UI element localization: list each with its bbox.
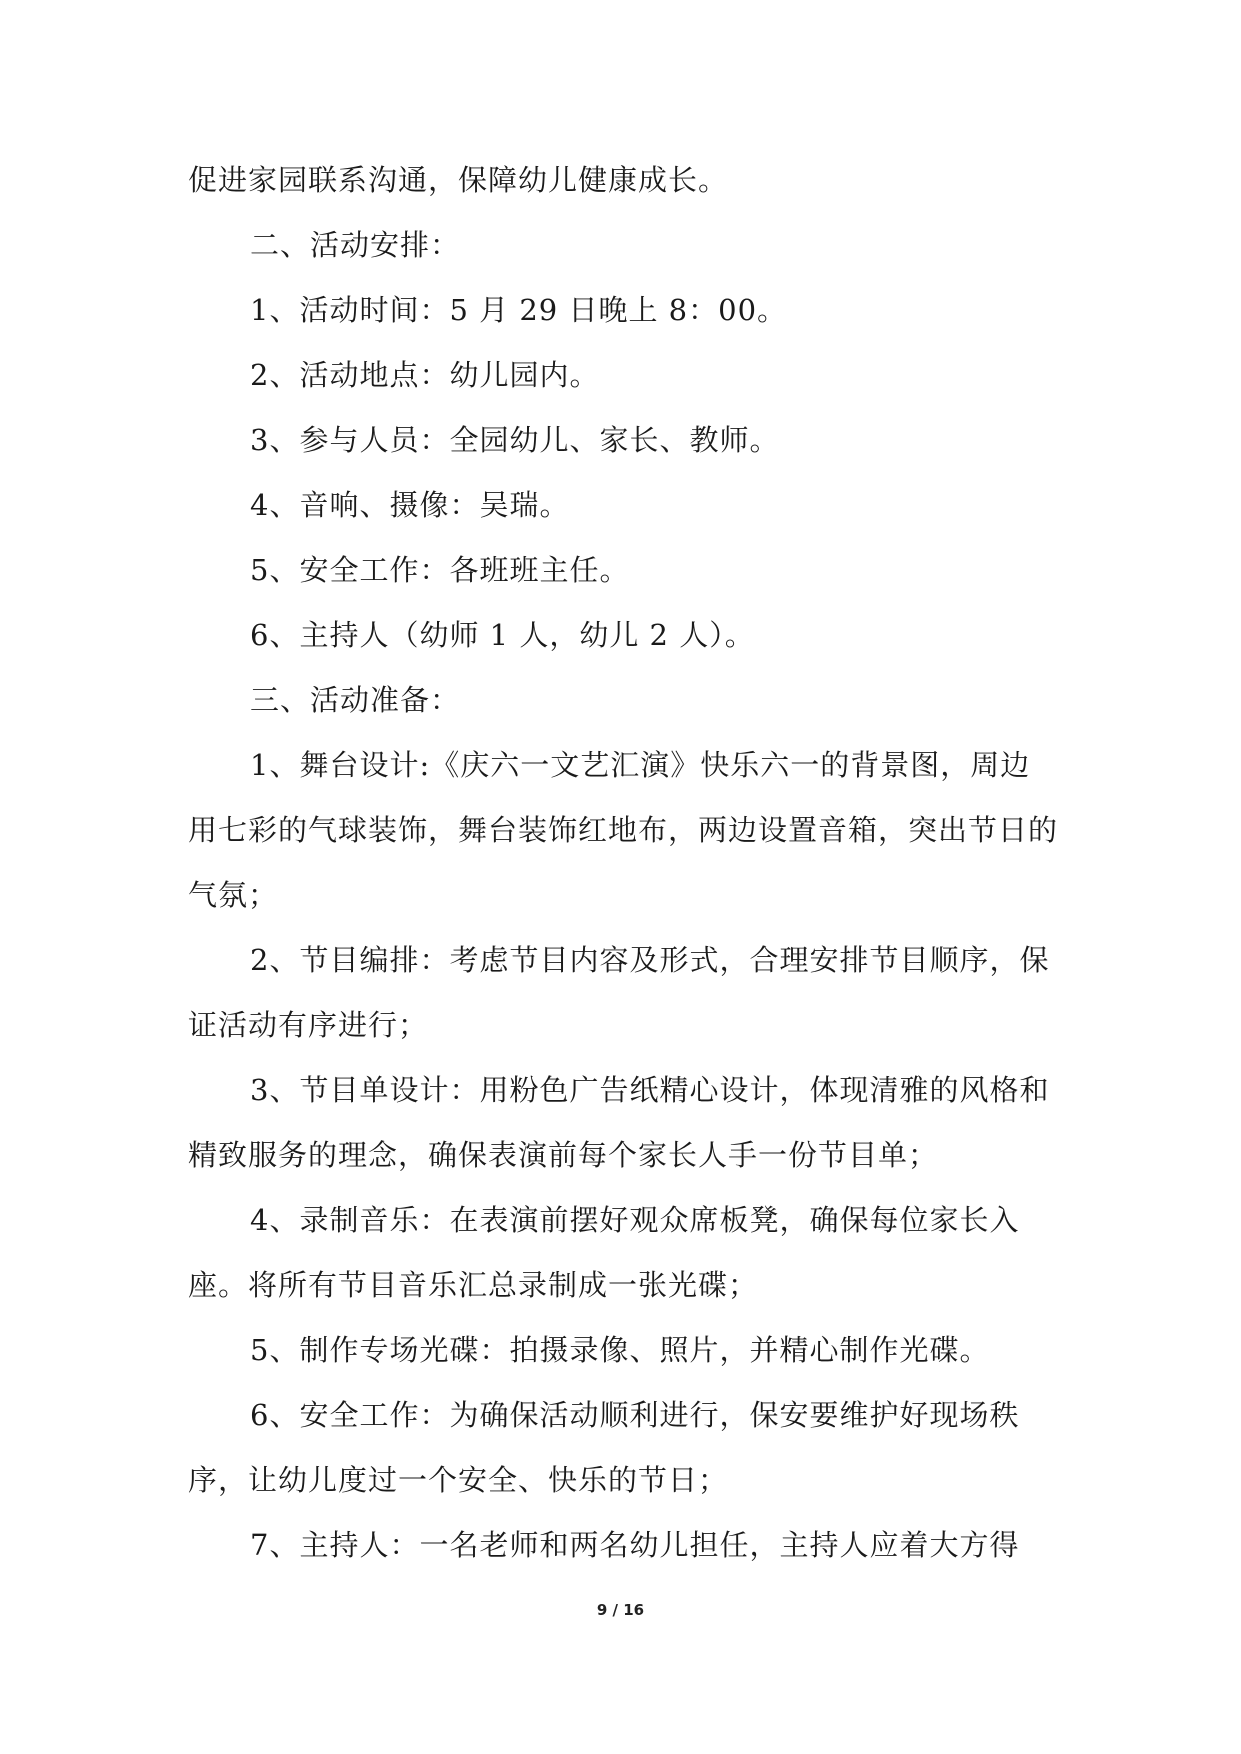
paragraph-1: 促进家园联系沟通，保障幼儿健康成长。	[188, 163, 729, 197]
paragraph-7: 5、安全工作：各班班主任。	[250, 553, 630, 587]
paragraph-2: 二、活动安排：	[250, 228, 461, 262]
document-body	[188, 148, 1060, 1578]
paragraph-3: 1、活动时间：5 月 29 日晚上 8：00。	[250, 293, 788, 327]
paragraph-13: 4、录制音乐：在表演前摆好观众席板凳，确保每位家长入座。将所有节目音乐汇总录制成一张光碟；	[188, 1203, 1020, 1302]
paragraph-5: 3、参与人员：全园幼儿、家长、教师。	[250, 423, 780, 457]
paragraph-9: 三、活动准备：	[250, 683, 461, 717]
paragraph-14: 5、制作专场光碟：拍摄录像、照片，并精心制作光碟。	[250, 1333, 990, 1367]
paragraph-12: 3、节目单设计：用粉色广告纸精心设计，体现清雅的风格和精致服务的理念，确保表演前每个家长人手一份节目单；	[188, 1073, 1050, 1172]
paragraph-10: 1、舞台设计:《庆六一文艺汇演》快乐六一的背景图，周边用七彩的气球装饰，舞台装饰红地布，两边设置音箱，突出节日的气氛；	[188, 748, 1059, 912]
paragraph-11: 2、节目编排：考虑节目内容及形式，合理安排节目顺序，保证活动有序进行；	[188, 943, 1050, 1042]
paragraph-6: 4、音响、摄像：吴瑞。	[250, 488, 570, 522]
paragraph-4: 2、活动地点：幼儿园内。	[250, 358, 600, 392]
paragraph-8: 6、主持人（幼师 1 人，幼儿 2 人）。	[250, 618, 755, 652]
page-number: 9 / 16	[596, 1601, 645, 1619]
paragraph-16: 7、主持人：一名老师和两名幼儿担任，主持人应着大方得	[250, 1528, 1020, 1562]
paragraph-15: 6、安全工作：为确保活动顺利进行，保安要维护好现场秩序，让幼儿度过一个安全、快乐的节日；	[188, 1398, 1020, 1497]
